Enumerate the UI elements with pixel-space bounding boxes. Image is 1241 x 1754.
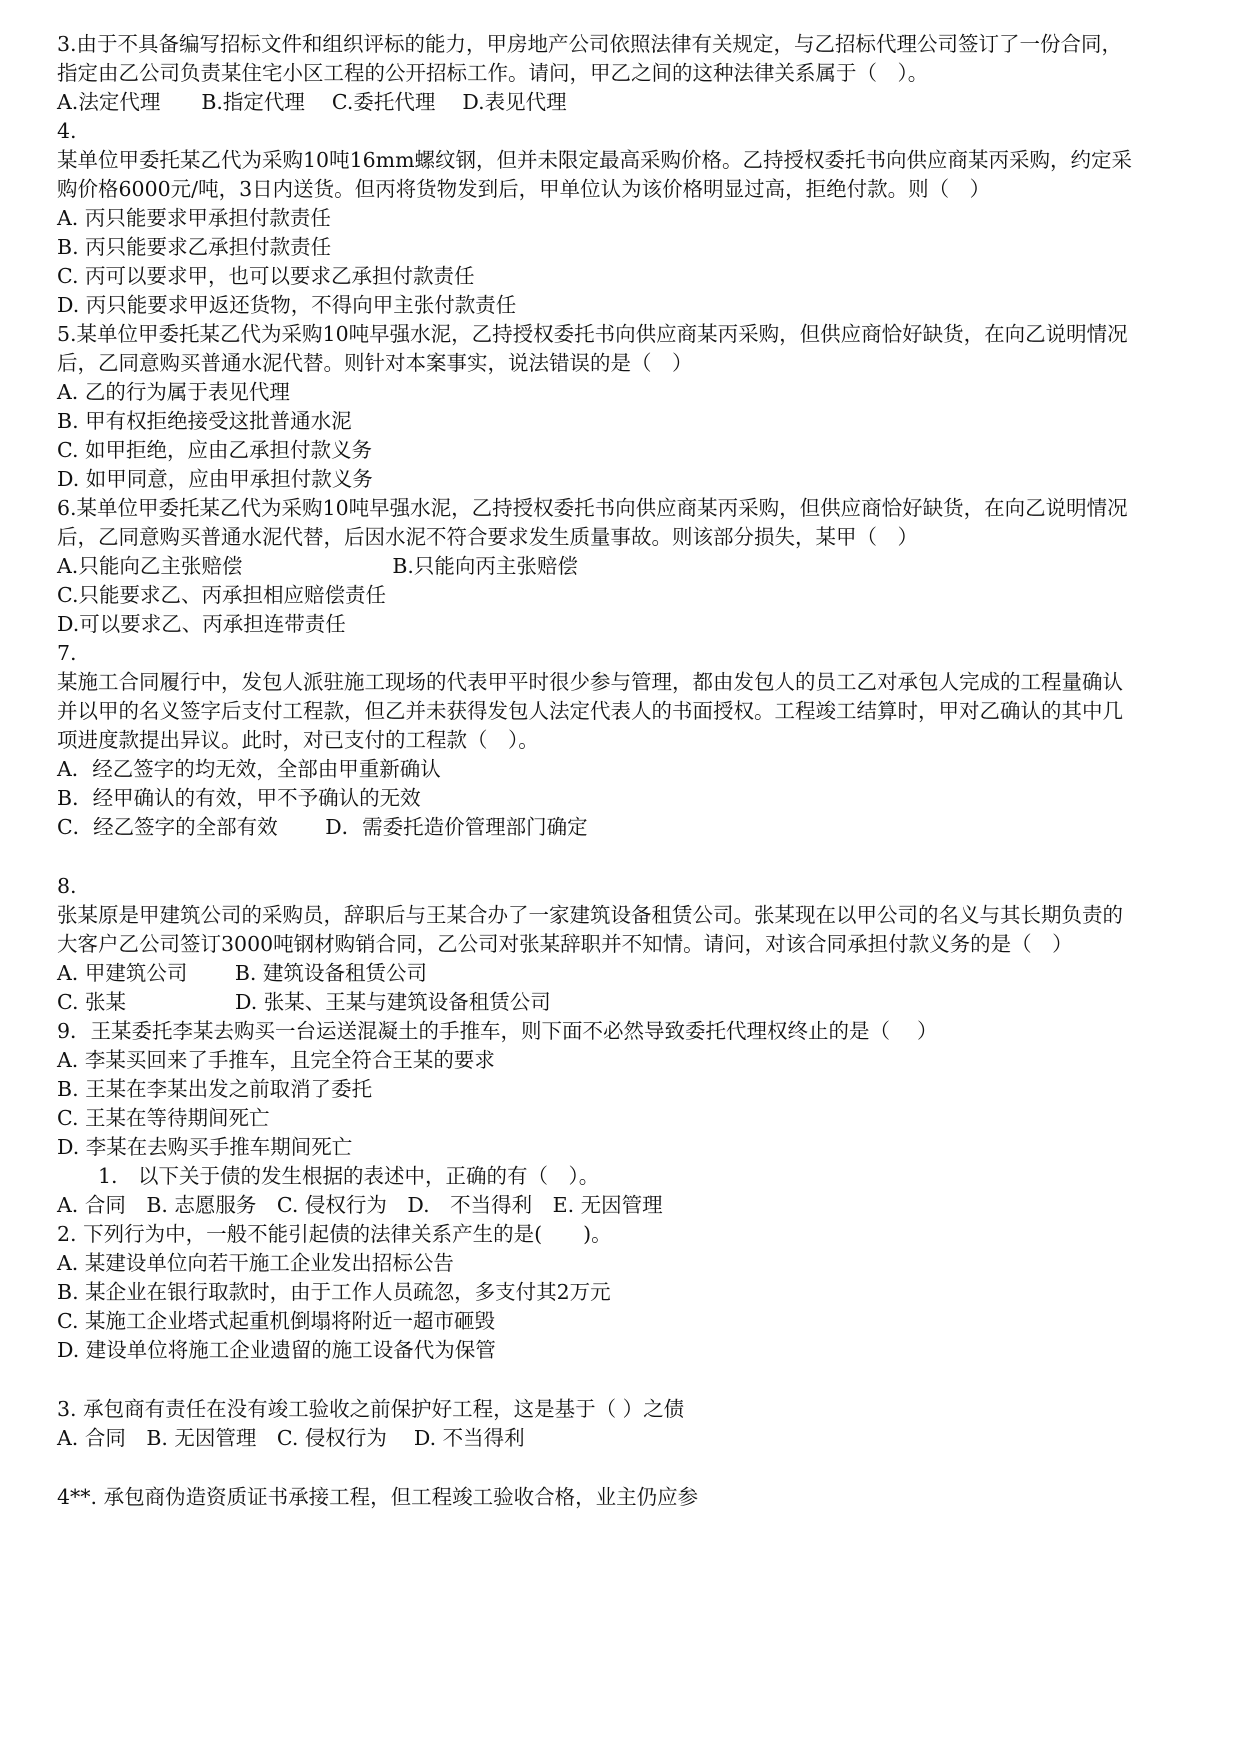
- debt-q2-option-d: D. 建设单位将施工企业遗留的施工设备代为保管: [57, 1338, 496, 1362]
- q5-option-a: A. 乙的行为属于表见代理: [57, 380, 290, 404]
- debt-q3-options: A. 合同 B. 无因管理 C. 侵权行为 D. 不当得利: [57, 1426, 525, 1450]
- q6-option-d: D.可以要求乙、丙承担连带责任: [57, 612, 346, 636]
- q9-text: 9．王某委托李某去购买一台运送混凝土的手推车，则下面不必然导致委托代理权终止的是（ ）: [57, 1019, 938, 1043]
- q3-text-line-2: 指定由乙公司负责某住宅小区工程的公开招标工作。请问，甲乙之间的这种法律关系属于（ ）。: [57, 61, 929, 85]
- q5-text-line-1: 5.某单位甲委托某乙代为采购10吨早强水泥，乙持授权委托书向供应商某丙采购，但供应商恰好缺货，在向乙说明情况: [57, 322, 1128, 346]
- q9-option-b: B. 王某在李某出发之前取消了委托: [57, 1077, 373, 1101]
- q9-option-c: C. 王某在等待期间死亡: [57, 1106, 270, 1130]
- debt-q2-option-c: C. 某施工企业塔式起重机倒塌将附近一超市砸毁: [57, 1309, 495, 1333]
- debt-q3-text: 3. 承包商有责任在没有竣工验收之前保护好工程，这是基于（ ）之债: [57, 1397, 685, 1421]
- q6-text-line-1: 6.某单位甲委托某乙代为采购10吨早强水泥，乙持授权委托书向供应商某丙采购，但供应商恰好缺货，在向乙说明情况: [57, 496, 1128, 520]
- q4-option-d: D. 丙只能要求甲返还货物，不得向甲主张付款责任: [57, 293, 517, 317]
- debt-q2-option-a: A. 某建设单位向若干施工企业发出招标公告: [57, 1251, 454, 1275]
- q6-option-c: C.只能要求乙、丙承担相应赔偿责任: [57, 583, 386, 607]
- q4-option-c: C. 丙可以要求甲，也可以要求乙承担付款责任: [57, 264, 475, 288]
- q8-number: 8.: [57, 874, 77, 898]
- debt-q4-text: 4**. 承包商伪造资质证书承接工程，但工程竣工验收合格，业主仍应参: [57, 1485, 699, 1509]
- debt-q2-text: 2. 下列行为中，一般不能引起债的法律关系产生的是( )。: [57, 1222, 612, 1246]
- q3-text-line-1: 3.由于不具备编写招标文件和组织评标的能力，甲房地产公司依照法律有关规定，与乙招标代理公司签订了一份合同，: [57, 32, 1123, 56]
- q8-options-ab: A. 甲建筑公司 B. 建筑设备租赁公司: [57, 961, 427, 985]
- q7-option-a: A．经乙签字的均无效，全部由甲重新确认: [57, 757, 441, 781]
- q7-text-line-3: 项进度款提出异议。此时，对已支付的工程款（ ）。: [57, 728, 539, 752]
- q4-option-a: A. 丙只能要求甲承担付款责任: [57, 206, 331, 230]
- q7-options-cd: C．经乙签字的全部有效 D．需委托造价管理部门确定: [57, 815, 588, 839]
- q4-option-b: B. 丙只能要求乙承担付款责任: [57, 235, 332, 259]
- q7-text-line-1: 某施工合同履行中，发包人派驻施工现场的代表甲平时很少参与管理，都由发包人的员工乙对承包人完成的工程量确认: [57, 670, 1123, 694]
- q6-options-ab: A.只能向乙主张赔偿 B.只能向丙主张赔偿: [57, 554, 578, 578]
- q5-option-c: C. 如甲拒绝，应由乙承担付款义务: [57, 438, 372, 462]
- q9-option-d: D. 李某在去购买手推车期间死亡: [57, 1135, 353, 1159]
- q5-text-line-2: 后，乙同意购买普通水泥代替。则针对本案事实，说法错误的是（ ）: [57, 351, 693, 375]
- q7-text-line-2: 并以甲的名义签字后支付工程款，但乙并未获得发包人法定代表人的书面授权。工程竣工结算时，甲对乙确认的其中几: [57, 699, 1123, 723]
- debt-q1-options: A. 合同 B. 志愿服务 C. 侵权行为 D. 不当得利 E. 无因管理: [57, 1193, 663, 1217]
- q5-option-b: B. 甲有权拒绝接受这批普通水泥: [57, 409, 352, 433]
- q8-text-line-2: 大客户乙公司签订3000吨钢材购销合同，乙公司对张某辞职并不知情。请问，对该合同承担付款义务的是（ ）: [57, 932, 1073, 956]
- q4-text-line-2: 购价格6000元/吨，3日内送货。但丙将货物发到后，甲单位认为该价格明显过高，拒绝付款。则（ ）: [57, 177, 991, 201]
- q3-options: A.法定代理 B.指定代理 C.委托代理 D.表见代理: [57, 90, 567, 114]
- q5-option-d: D. 如甲同意，应由甲承担付款义务: [57, 467, 373, 491]
- debt-q1-text: 1. 以下关于债的发生根据的表述中，正确的有（ ）。: [57, 1164, 600, 1188]
- q4-number: 4.: [57, 119, 77, 143]
- q7-number: 7.: [57, 641, 77, 665]
- q8-options-cd: C. 张某 D. 张某、王某与建筑设备租赁公司: [57, 990, 551, 1014]
- q9-option-a: A. 李某买回来了手推车，且完全符合王某的要求: [57, 1048, 495, 1072]
- q4-text-line-1: 某单位甲委托某乙代为采购10吨16mm螺纹钢，但并未限定最高采购价格。乙持授权委托书向供应商某丙采购，约定采: [57, 148, 1133, 172]
- debt-q2-option-b: B. 某企业在银行取款时，由于工作人员疏忽，多支付其2万元: [57, 1280, 611, 1304]
- q7-option-b: B．经甲确认的有效，甲不予确认的无效: [57, 786, 421, 810]
- q6-text-line-2: 后，乙同意购买普通水泥代替，后因水泥不符合要求发生质量事故。则该部分损失，某甲（ ）: [57, 525, 918, 549]
- q8-text-line-1: 张某原是甲建筑公司的采购员，辞职后与王某合办了一家建筑设备租赁公司。张某现在以甲公司的名义与其长期负责的: [57, 903, 1123, 927]
